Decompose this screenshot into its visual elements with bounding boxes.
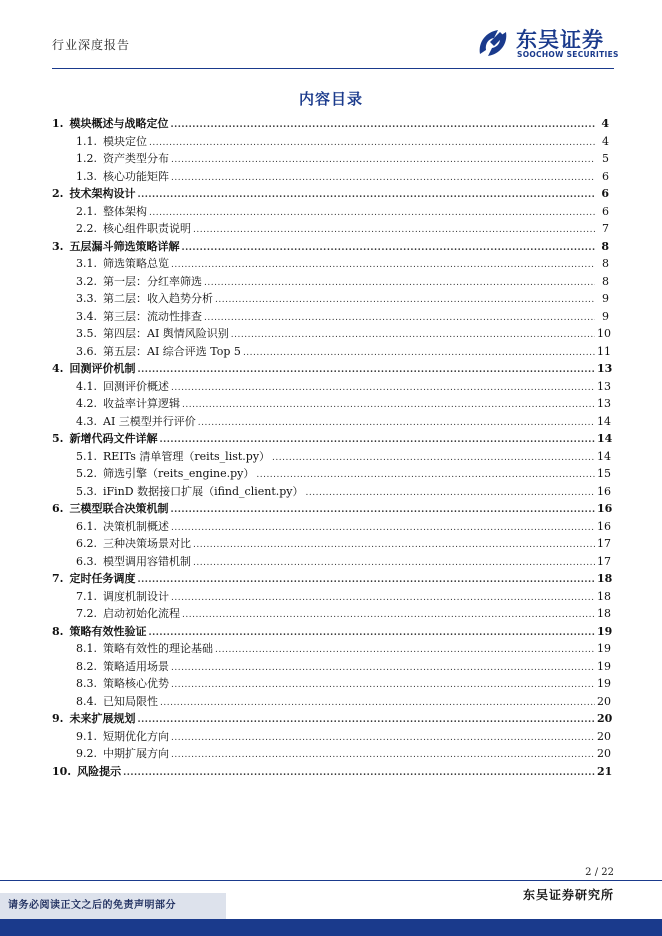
institute-name: 东吴证券研究所	[522, 888, 614, 902]
toc-subsection-entry[interactable]	[52, 220, 609, 238]
toc-subsection-entry[interactable]	[52, 588, 609, 606]
toc-dot-leader	[170, 505, 595, 515]
toc-dot-leader	[306, 488, 595, 498]
toc-dot-leader	[171, 155, 595, 165]
disclaimer-notice: 请务必阅读正文之后的免责声明部分	[0, 893, 226, 919]
toc-entry-label: 决策机制概述	[103, 519, 169, 533]
toc-entry-number: 4.3.	[76, 414, 97, 428]
toc-section-entry[interactable]	[52, 238, 609, 256]
toc-entry-label: 模型调用容错机制	[103, 554, 191, 568]
toc-dot-leader	[272, 453, 595, 463]
toc-dot-leader	[181, 243, 595, 253]
toc-entry-page: 18	[597, 589, 611, 603]
toc-entry-number: 2.1.	[76, 204, 97, 218]
toc-entry-page: 18	[597, 572, 613, 585]
toc-entry-page: 14	[597, 449, 611, 463]
toc-entry-label: 三模型联合决策机制	[69, 502, 169, 515]
toc-entry-page: 14	[597, 414, 611, 428]
toc-subsection-entry[interactable]	[52, 150, 609, 168]
toc-entry-label: 第五层：AI 综合评选 Top 5	[103, 344, 241, 358]
toc-dot-leader	[137, 575, 595, 585]
toc-entry-number: 4.1.	[76, 379, 97, 393]
toc-entry-label: 收益率计算逻辑	[103, 397, 180, 410]
toc-entry-number: 3.2.	[76, 274, 97, 288]
toc-entry-page: 19	[597, 677, 611, 690]
toc-entry-number: 3.1.	[76, 257, 97, 270]
toc-entry-label: 五层漏斗筛选策略详解	[69, 239, 180, 253]
toc-entry-label: 回测评价概述	[103, 379, 169, 393]
toc-dot-leader	[160, 698, 595, 708]
toc-dot-leader	[171, 260, 595, 270]
toc-entry-label: 筛选策略总览	[103, 257, 169, 270]
toc-entry-label: 第一层：分红率筛选	[103, 274, 202, 288]
toc-entry-number: 7.	[52, 572, 64, 585]
toc-entry-page: 7	[602, 222, 609, 235]
toc-entry-page: 9	[602, 292, 609, 305]
toc-entry-label: 风险提示	[77, 764, 122, 778]
toc-entry-number: 2.2.	[76, 222, 97, 235]
toc-entry-label: 技术架构设计	[69, 187, 136, 200]
toc-entry-label: 第四层：AI 舆情风险识别	[103, 327, 229, 340]
toc-subsection-entry[interactable]	[52, 658, 609, 676]
toc-entry-label: 定时任务调度	[69, 572, 136, 585]
toc-dot-leader	[148, 628, 595, 638]
brand-logo	[474, 24, 624, 62]
toc-entry-number: 3.	[52, 239, 64, 253]
toc-entry-number: 3.3.	[76, 292, 97, 305]
toc-subsection-entry[interactable]	[52, 553, 609, 571]
toc-entry-label: REITs 清单管理（reits_list.py）	[103, 449, 271, 463]
toc-entry-page: 4	[602, 134, 609, 148]
toc-dot-leader	[215, 295, 595, 305]
toc-dot-leader	[171, 680, 595, 690]
toc-dot-leader	[198, 418, 595, 428]
logo-english-name: SOOCHOW SECURITIES	[517, 50, 619, 59]
toc-entry-page: 8	[602, 257, 609, 270]
toc-entry-page: 20	[597, 729, 611, 743]
toc-entry-number: 9.1.	[76, 729, 97, 743]
toc-entry-label: 中期扩展方向	[103, 747, 169, 760]
toc-entry-page: 14	[597, 432, 613, 445]
toc-dot-leader	[231, 330, 595, 340]
toc-dot-leader	[182, 400, 595, 410]
footer-divider	[0, 880, 662, 881]
toc-entry-page: 6	[602, 169, 609, 183]
toc-entry-label: 策略适用场景	[103, 659, 169, 673]
toc-entry-label: 启动初始化流程	[103, 607, 180, 620]
toc-entry-number: 1.3.	[76, 169, 97, 183]
toc-entry-page: 13	[597, 379, 611, 393]
toc-dot-leader	[243, 348, 595, 358]
toc-entry-page: 8	[601, 239, 609, 253]
toc-dot-leader	[256, 470, 595, 480]
toc-entry-label: 策略有效性验证	[69, 624, 147, 638]
toc-dot-leader	[193, 225, 595, 235]
toc-entry-number: 3.6.	[76, 344, 97, 358]
toc-entry-page: 4	[601, 117, 609, 130]
toc-entry-number: 3.4.	[76, 309, 97, 323]
toc-dot-leader	[204, 313, 595, 323]
toc-entry-label: 模块定位	[103, 134, 147, 148]
toc-dot-leader	[171, 733, 595, 743]
toc-subsection-entry[interactable]	[52, 448, 609, 466]
toc-subsection-entry[interactable]	[52, 483, 609, 501]
toc-entry-label: 新增代码文件详解	[69, 432, 158, 445]
toc-dot-leader	[215, 645, 595, 655]
toc-entry-label: 调度机制设计	[103, 589, 169, 603]
toc-dot-leader	[137, 190, 595, 200]
toc-dot-leader	[171, 173, 595, 183]
toc-subsection-entry[interactable]	[52, 290, 609, 308]
toc-subsection-entry[interactable]	[52, 465, 609, 483]
toc-dot-leader	[193, 558, 595, 568]
toc-entry-page: 17	[597, 537, 611, 550]
toc-section-entry[interactable]	[52, 763, 613, 781]
toc-entry-number: 7.2.	[76, 607, 97, 620]
toc-entry-label: 三种决策场景对比	[103, 537, 191, 550]
toc-entry-number: 8.4.	[76, 694, 97, 708]
toc-subsection-entry[interactable]	[52, 675, 609, 693]
toc-entry-page: 6	[601, 187, 609, 200]
toc-entry-number: 8.3.	[76, 677, 97, 690]
logo-chinese-name: 东吴证券	[516, 28, 604, 52]
toc-entry-number: 5.1.	[76, 449, 97, 463]
toc-subsection-entry[interactable]	[52, 728, 609, 746]
toc-dot-leader	[170, 120, 595, 130]
toc-entry-number: 8.2.	[76, 659, 97, 673]
toc-entry-label: 筛选引擎（reits_engine.py）	[103, 467, 255, 480]
toc-entry-number: 2.	[52, 187, 64, 200]
toc-entry-number: 3.5.	[76, 327, 97, 340]
toc-subsection-entry[interactable]	[52, 133, 609, 151]
toc-subsection-entry[interactable]	[52, 693, 609, 711]
toc-entry-number: 6.2.	[76, 537, 97, 550]
toc-entry-number: 10.	[52, 764, 72, 778]
toc-dot-leader	[137, 365, 595, 375]
toc-section-entry[interactable]	[52, 570, 613, 588]
toc-entry-label: 策略有效性的理论基础	[103, 642, 213, 655]
toc-entry-number: 4.2.	[76, 397, 97, 410]
toc-section-entry[interactable]	[52, 500, 613, 518]
toc-entry-page: 13	[597, 397, 611, 410]
toc-entry-label: 第三层：流动性排查	[103, 309, 202, 323]
toc-subsection-entry[interactable]	[52, 325, 609, 343]
toc-entry-label: 第二层：收入趋势分析	[103, 292, 213, 305]
toc-dot-leader	[171, 593, 595, 603]
toc-entry-page: 13	[597, 362, 613, 375]
toc-entry-page: 16	[597, 484, 611, 498]
toc-entry-number: 5.3.	[76, 484, 97, 498]
toc-subsection-entry[interactable]	[52, 343, 609, 361]
toc-entry-number: 1.	[52, 117, 64, 130]
toc-entry-page: 19	[597, 659, 611, 673]
toc-entry-label: 核心组件职责说明	[103, 222, 191, 235]
toc-entry-page: 19	[597, 642, 611, 655]
toc-entry-page: 9	[602, 309, 609, 323]
toc-entry-label: 核心功能矩阵	[103, 169, 169, 183]
toc-entry-page: 8	[602, 274, 609, 288]
toc-entry-number: 7.1.	[76, 589, 97, 603]
toc-subsection-entry[interactable]	[52, 413, 609, 431]
toc-entry-label: AI 三模型并行评价	[103, 414, 196, 428]
toc-entry-label: 回测评价机制	[69, 362, 136, 375]
toc-dot-leader	[149, 208, 595, 218]
toc-entry-label: 整体架构	[103, 204, 147, 218]
page-indicator: 2 / 22	[585, 867, 614, 878]
table-of-contents	[52, 115, 613, 780]
toc-section-entry[interactable]	[52, 185, 609, 203]
toc-dot-leader	[204, 278, 595, 288]
toc-entry-label: iFinD 数据接口扩展（ifind_client.py）	[103, 484, 304, 498]
toc-entry-label: 已知局限性	[103, 694, 158, 708]
toc-entry-number: 6.3.	[76, 554, 97, 568]
report-type-label: 行业深度报告	[52, 38, 131, 52]
toc-subsection-entry[interactable]	[52, 308, 609, 326]
toc-entry-page: 10	[597, 327, 611, 340]
toc-entry-number: 9.	[52, 712, 64, 725]
toc-entry-page: 20	[597, 747, 611, 760]
toc-entry-number: 4.	[52, 362, 64, 375]
toc-entry-number: 8.	[52, 624, 64, 638]
toc-entry-page: 21	[597, 764, 613, 778]
toc-section-entry[interactable]	[52, 430, 613, 448]
toc-subsection-entry[interactable]	[52, 745, 609, 763]
toc-subsection-entry[interactable]	[52, 255, 609, 273]
toc-entry-page: 11	[597, 344, 611, 358]
toc-section-entry[interactable]	[52, 710, 613, 728]
toc-dot-leader	[171, 383, 595, 393]
toc-entry-label: 模块概述与战略定位	[69, 117, 169, 130]
soochow-logo-icon	[474, 24, 512, 62]
toc-entry-label: 策略核心优势	[103, 677, 169, 690]
toc-dot-leader	[159, 435, 595, 445]
toc-entry-page: 5	[602, 152, 609, 165]
toc-title: 内容目录	[298, 90, 363, 108]
toc-section-entry[interactable]	[52, 115, 609, 133]
toc-dot-leader	[149, 138, 595, 148]
toc-entry-page: 19	[597, 624, 613, 638]
toc-entry-label: 短期优化方向	[103, 729, 169, 743]
toc-entry-page: 18	[597, 607, 611, 620]
toc-entry-page: 20	[597, 694, 611, 708]
toc-entry-page: 17	[597, 554, 611, 568]
toc-entry-number: 6.	[52, 502, 64, 515]
toc-subsection-entry[interactable]	[52, 203, 609, 221]
toc-dot-leader	[171, 663, 595, 673]
toc-entry-page: 15	[597, 467, 611, 480]
toc-subsection-entry[interactable]	[52, 518, 609, 536]
toc-dot-leader	[171, 750, 595, 760]
toc-entry-page: 6	[602, 204, 609, 218]
toc-subsection-entry[interactable]	[52, 395, 609, 413]
toc-entry-number: 5.2.	[76, 467, 97, 480]
toc-entry-page: 16	[597, 502, 613, 515]
toc-entry-page: 20	[597, 712, 613, 725]
toc-subsection-entry[interactable]	[52, 378, 609, 396]
toc-dot-leader	[123, 768, 595, 778]
header-divider	[52, 68, 614, 69]
toc-dot-leader	[193, 540, 595, 550]
toc-section-entry[interactable]	[52, 623, 613, 641]
toc-dot-leader	[182, 610, 595, 620]
toc-entry-label: 未来扩展规划	[69, 712, 136, 725]
toc-entry-number: 1.1.	[76, 134, 97, 148]
toc-subsection-entry[interactable]	[52, 168, 609, 186]
toc-entry-page: 16	[597, 519, 611, 533]
toc-entry-number: 8.1.	[76, 642, 97, 655]
toc-entry-number: 1.2.	[76, 152, 97, 165]
footer-bar	[0, 919, 662, 936]
toc-subsection-entry[interactable]	[52, 640, 609, 658]
toc-subsection-entry[interactable]	[52, 535, 609, 553]
toc-subsection-entry[interactable]	[52, 273, 609, 291]
toc-subsection-entry[interactable]	[52, 605, 609, 623]
toc-entry-number: 6.1.	[76, 519, 97, 533]
toc-dot-leader	[137, 715, 595, 725]
toc-entry-label: 资产类型分布	[103, 152, 169, 165]
toc-dot-leader	[171, 523, 595, 533]
toc-entry-number: 9.2.	[76, 747, 97, 760]
toc-section-entry[interactable]	[52, 360, 613, 378]
toc-entry-number: 5.	[52, 432, 64, 445]
